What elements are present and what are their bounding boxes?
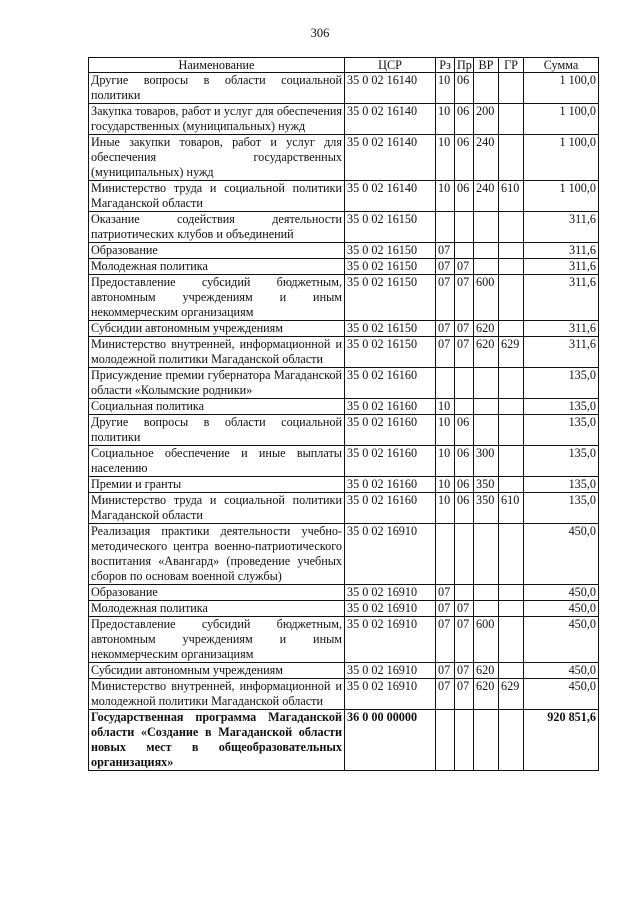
cell-rz: 10 bbox=[436, 399, 455, 415]
cell-name: Министерство внутренней, информационной и молодежной политики Магаданской области bbox=[89, 337, 345, 368]
cell-csr: 35 0 02 16140 bbox=[345, 181, 436, 212]
cell-name: Другие вопросы в области социальной политики bbox=[89, 415, 345, 446]
cell-vr bbox=[474, 368, 499, 399]
cell-rz bbox=[436, 710, 455, 771]
cell-gr bbox=[499, 710, 524, 771]
cell-vr: 200 bbox=[474, 104, 499, 135]
cell-gr bbox=[499, 73, 524, 104]
cell-sum: 311,6 bbox=[524, 259, 599, 275]
cell-gr bbox=[499, 601, 524, 617]
cell-sum: 311,6 bbox=[524, 212, 599, 243]
cell-sum: 450,0 bbox=[524, 585, 599, 601]
budget-table bbox=[88, 57, 599, 771]
cell-rz: 07 bbox=[436, 321, 455, 337]
cell-gr bbox=[499, 617, 524, 663]
cell-vr bbox=[474, 585, 499, 601]
cell-vr: 620 bbox=[474, 321, 499, 337]
cell-vr bbox=[474, 212, 499, 243]
cell-rz: 10 bbox=[436, 181, 455, 212]
table-row bbox=[89, 477, 599, 493]
cell-vr: 350 bbox=[474, 493, 499, 524]
cell-pr: 07 bbox=[455, 259, 474, 275]
cell-sum: 920 851,6 bbox=[524, 710, 599, 771]
cell-sum: 1 100,0 bbox=[524, 104, 599, 135]
table-row bbox=[89, 415, 599, 446]
cell-pr bbox=[455, 399, 474, 415]
cell-pr: 07 bbox=[455, 663, 474, 679]
cell-pr: 06 bbox=[455, 415, 474, 446]
cell-rz: 10 bbox=[436, 415, 455, 446]
column-header-csr: ЦСР bbox=[345, 58, 436, 73]
cell-csr: 35 0 02 16160 bbox=[345, 477, 436, 493]
table-body bbox=[89, 73, 599, 771]
cell-pr: 07 bbox=[455, 337, 474, 368]
cell-gr bbox=[499, 259, 524, 275]
cell-gr bbox=[499, 135, 524, 181]
cell-sum: 450,0 bbox=[524, 524, 599, 585]
table-row bbox=[89, 524, 599, 585]
cell-sum: 135,0 bbox=[524, 368, 599, 399]
cell-pr bbox=[455, 710, 474, 771]
cell-pr: 07 bbox=[455, 601, 474, 617]
cell-csr: 35 0 02 16150 bbox=[345, 212, 436, 243]
table-row bbox=[89, 243, 599, 259]
cell-name: Молодежная политика bbox=[89, 259, 345, 275]
table-row bbox=[89, 321, 599, 337]
table-row bbox=[89, 73, 599, 104]
cell-sum: 135,0 bbox=[524, 446, 599, 477]
cell-name: Государственная программа Магаданской области «Создание в Магаданской области новых мест в общеобразовательных организациях» bbox=[89, 710, 345, 771]
cell-name: Молодежная политика bbox=[89, 601, 345, 617]
cell-vr: 240 bbox=[474, 181, 499, 212]
cell-pr: 06 bbox=[455, 135, 474, 181]
cell-rz: 07 bbox=[436, 663, 455, 679]
cell-vr: 620 bbox=[474, 337, 499, 368]
cell-name: Премии и гранты bbox=[89, 477, 345, 493]
table-row bbox=[89, 446, 599, 477]
cell-sum: 135,0 bbox=[524, 477, 599, 493]
cell-vr bbox=[474, 399, 499, 415]
cell-csr: 36 0 00 00000 bbox=[345, 710, 436, 771]
cell-sum: 311,6 bbox=[524, 321, 599, 337]
cell-gr: 610 bbox=[499, 493, 524, 524]
cell-pr: 07 bbox=[455, 275, 474, 321]
table-row bbox=[89, 181, 599, 212]
column-header-rz: Рз bbox=[436, 58, 455, 73]
cell-rz: 07 bbox=[436, 617, 455, 663]
cell-sum: 1 100,0 bbox=[524, 73, 599, 104]
cell-pr bbox=[455, 524, 474, 585]
cell-csr: 35 0 02 16140 bbox=[345, 135, 436, 181]
cell-csr: 35 0 02 16910 bbox=[345, 585, 436, 601]
cell-vr: 600 bbox=[474, 275, 499, 321]
table-row bbox=[89, 104, 599, 135]
cell-rz bbox=[436, 368, 455, 399]
table-row bbox=[89, 337, 599, 368]
table-row bbox=[89, 493, 599, 524]
table-row bbox=[89, 585, 599, 601]
cell-name: Предоставление субсидий бюджетным, автономным учреждениям и иным некоммерческим организациям bbox=[89, 617, 345, 663]
cell-gr bbox=[499, 243, 524, 259]
cell-csr: 35 0 02 16150 bbox=[345, 259, 436, 275]
cell-gr bbox=[499, 368, 524, 399]
cell-name: Присуждение премии губернатора Магаданской области «Колымские родники» bbox=[89, 368, 345, 399]
table-row bbox=[89, 275, 599, 321]
header-row bbox=[89, 58, 599, 73]
cell-rz: 07 bbox=[436, 679, 455, 710]
cell-csr: 35 0 02 16150 bbox=[345, 337, 436, 368]
table-row bbox=[89, 259, 599, 275]
cell-csr: 35 0 02 16140 bbox=[345, 73, 436, 104]
cell-name: Министерство труда и социальной политики Магаданской области bbox=[89, 181, 345, 212]
cell-vr bbox=[474, 259, 499, 275]
cell-csr: 35 0 02 16150 bbox=[345, 243, 436, 259]
cell-name: Оказание содействия деятельности патриотических клубов и объединений bbox=[89, 212, 345, 243]
cell-sum: 1 100,0 bbox=[524, 135, 599, 181]
cell-pr: 06 bbox=[455, 493, 474, 524]
cell-csr: 35 0 02 16160 bbox=[345, 446, 436, 477]
cell-sum: 450,0 bbox=[524, 617, 599, 663]
cell-vr: 620 bbox=[474, 663, 499, 679]
cell-gr bbox=[499, 399, 524, 415]
cell-pr bbox=[455, 585, 474, 601]
cell-pr: 06 bbox=[455, 477, 474, 493]
cell-csr: 35 0 02 16160 bbox=[345, 368, 436, 399]
cell-csr: 35 0 02 16910 bbox=[345, 679, 436, 710]
cell-csr: 35 0 02 16160 bbox=[345, 415, 436, 446]
table-row bbox=[89, 710, 599, 771]
cell-vr bbox=[474, 73, 499, 104]
cell-csr: 35 0 02 16910 bbox=[345, 601, 436, 617]
cell-rz: 10 bbox=[436, 446, 455, 477]
cell-vr bbox=[474, 601, 499, 617]
column-header-pr: Пр bbox=[455, 58, 474, 73]
cell-sum: 1 100,0 bbox=[524, 181, 599, 212]
cell-rz bbox=[436, 212, 455, 243]
cell-name: Субсидии автономным учреждениям bbox=[89, 663, 345, 679]
cell-csr: 35 0 02 16150 bbox=[345, 321, 436, 337]
cell-rz: 07 bbox=[436, 275, 455, 321]
cell-gr bbox=[499, 415, 524, 446]
cell-rz bbox=[436, 524, 455, 585]
table-row bbox=[89, 135, 599, 181]
cell-csr: 35 0 02 16910 bbox=[345, 663, 436, 679]
cell-name: Субсидии автономным учреждениям bbox=[89, 321, 345, 337]
column-header-gr: ГР bbox=[499, 58, 524, 73]
cell-pr: 06 bbox=[455, 446, 474, 477]
cell-vr bbox=[474, 243, 499, 259]
column-header-name: Наименование bbox=[89, 58, 345, 73]
cell-vr bbox=[474, 524, 499, 585]
cell-gr: 610 bbox=[499, 181, 524, 212]
cell-sum: 311,6 bbox=[524, 275, 599, 321]
cell-name: Реализация практики деятельности учебно-методического центра военно-патриотического воспитания «Авангард» (проведение учебных сборов по основам военной службы) bbox=[89, 524, 345, 585]
cell-name: Социальное обеспечение и иные выплаты населению bbox=[89, 446, 345, 477]
cell-name: Образование bbox=[89, 585, 345, 601]
cell-gr bbox=[499, 477, 524, 493]
cell-name: Образование bbox=[89, 243, 345, 259]
table-row bbox=[89, 679, 599, 710]
cell-vr: 620 bbox=[474, 679, 499, 710]
cell-name: Министерство внутренней, информационной и молодежной политики Магаданской области bbox=[89, 679, 345, 710]
cell-rz: 10 bbox=[436, 493, 455, 524]
cell-gr: 629 bbox=[499, 337, 524, 368]
cell-rz: 07 bbox=[436, 259, 455, 275]
cell-vr: 350 bbox=[474, 477, 499, 493]
column-header-sum: Сумма bbox=[524, 58, 599, 73]
column-header-vr: ВР bbox=[474, 58, 499, 73]
cell-gr bbox=[499, 212, 524, 243]
cell-vr bbox=[474, 710, 499, 771]
cell-csr: 35 0 02 16160 bbox=[345, 493, 436, 524]
cell-pr bbox=[455, 368, 474, 399]
cell-pr: 06 bbox=[455, 73, 474, 104]
cell-pr: 06 bbox=[455, 181, 474, 212]
cell-sum: 450,0 bbox=[524, 601, 599, 617]
cell-sum: 450,0 bbox=[524, 679, 599, 710]
cell-rz: 10 bbox=[436, 135, 455, 181]
cell-csr: 35 0 02 16140 bbox=[345, 104, 436, 135]
table-row bbox=[89, 212, 599, 243]
cell-gr bbox=[499, 321, 524, 337]
cell-rz: 07 bbox=[436, 601, 455, 617]
cell-gr: 629 bbox=[499, 679, 524, 710]
cell-name: Иные закупки товаров, работ и услуг для обеспечения государственных (муниципальных) нужд bbox=[89, 135, 345, 181]
table-row bbox=[89, 601, 599, 617]
cell-pr: 07 bbox=[455, 679, 474, 710]
table-row bbox=[89, 617, 599, 663]
cell-rz: 10 bbox=[436, 104, 455, 135]
cell-csr: 35 0 02 16150 bbox=[345, 275, 436, 321]
cell-gr bbox=[499, 446, 524, 477]
cell-sum: 135,0 bbox=[524, 493, 599, 524]
cell-rz: 10 bbox=[436, 73, 455, 104]
cell-csr: 35 0 02 16910 bbox=[345, 524, 436, 585]
cell-pr: 06 bbox=[455, 104, 474, 135]
cell-gr bbox=[499, 275, 524, 321]
cell-name: Другие вопросы в области социальной политики bbox=[89, 73, 345, 104]
cell-pr bbox=[455, 243, 474, 259]
cell-rz: 10 bbox=[436, 477, 455, 493]
cell-rz: 07 bbox=[436, 337, 455, 368]
table-row bbox=[89, 663, 599, 679]
cell-vr: 300 bbox=[474, 446, 499, 477]
cell-name: Министерство труда и социальной политики Магаданской области bbox=[89, 493, 345, 524]
cell-sum: 311,6 bbox=[524, 243, 599, 259]
cell-csr: 35 0 02 16160 bbox=[345, 399, 436, 415]
cell-sum: 135,0 bbox=[524, 415, 599, 446]
page-number: 306 bbox=[310, 26, 330, 40]
cell-vr: 240 bbox=[474, 135, 499, 181]
cell-gr bbox=[499, 104, 524, 135]
table-row bbox=[89, 399, 599, 415]
cell-pr: 07 bbox=[455, 321, 474, 337]
cell-pr bbox=[455, 212, 474, 243]
cell-vr: 600 bbox=[474, 617, 499, 663]
cell-gr bbox=[499, 524, 524, 585]
cell-vr bbox=[474, 415, 499, 446]
cell-name: Социальная политика bbox=[89, 399, 345, 415]
cell-rz: 07 bbox=[436, 585, 455, 601]
cell-name: Предоставление субсидий бюджетным, автономным учреждениям и иным некоммерческим организациям bbox=[89, 275, 345, 321]
cell-rz: 07 bbox=[436, 243, 455, 259]
cell-gr bbox=[499, 663, 524, 679]
cell-sum: 135,0 bbox=[524, 399, 599, 415]
cell-pr: 07 bbox=[455, 617, 474, 663]
table-row bbox=[89, 368, 599, 399]
cell-name: Закупка товаров, работ и услуг для обеспечения государственных (муниципальных) нужд bbox=[89, 104, 345, 135]
cell-gr bbox=[499, 585, 524, 601]
cell-sum: 450,0 bbox=[524, 663, 599, 679]
cell-sum: 311,6 bbox=[524, 337, 599, 368]
cell-csr: 35 0 02 16910 bbox=[345, 617, 436, 663]
